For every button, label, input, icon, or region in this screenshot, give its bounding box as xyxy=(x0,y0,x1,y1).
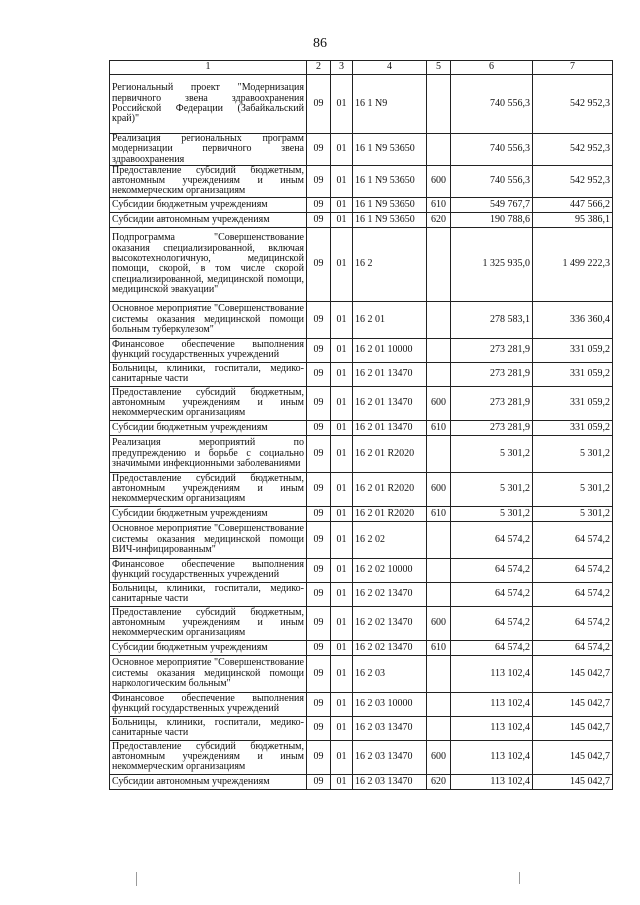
cell-subsection: 01 xyxy=(331,212,353,227)
cell-target-code: 16 2 03 13470 xyxy=(353,740,427,774)
cell-subsection: 01 xyxy=(331,716,353,740)
cell-subsection: 01 xyxy=(331,435,353,472)
cell-section: 09 xyxy=(307,165,331,197)
table-row xyxy=(110,774,613,789)
column-header-2: 2 xyxy=(307,61,331,75)
cell-target-code: 16 1 N9 xyxy=(353,75,427,134)
cell-amount-2: 145 042,7 xyxy=(533,774,613,789)
cell-target-code: 16 2 03 xyxy=(353,655,427,692)
column-header-4: 4 xyxy=(353,61,427,75)
cell-section: 09 xyxy=(307,740,331,774)
cell-target-code: 16 2 02 xyxy=(353,521,427,558)
cell-name: Основное мероприятие "Совершенствование системы оказания медицинской помощи ВИЧ-инфицированным" xyxy=(110,521,307,558)
cell-amount-1: 5 301,2 xyxy=(451,472,533,506)
cell-name: Финансовое обеспечение выполнения функций государственных учреждений xyxy=(110,338,307,362)
cell-amount-1: 278 583,1 xyxy=(451,301,533,338)
cell-section: 09 xyxy=(307,582,331,606)
cell-amount-1: 549 767,7 xyxy=(451,197,533,212)
cell-target-code: 16 2 03 10000 xyxy=(353,692,427,716)
cell-target-code: 16 2 03 13470 xyxy=(353,716,427,740)
cell-subsection: 01 xyxy=(331,774,353,789)
cell-expense-type: 600 xyxy=(427,386,451,420)
cell-target-code: 16 2 01 R2020 xyxy=(353,472,427,506)
cell-subsection: 01 xyxy=(331,386,353,420)
cell-amount-2: 336 360,4 xyxy=(533,301,613,338)
cell-expense-type: 610 xyxy=(427,197,451,212)
cell-subsection: 01 xyxy=(331,134,353,166)
cell-subsection: 01 xyxy=(331,338,353,362)
table-row xyxy=(110,75,613,134)
cell-amount-1: 64 574,2 xyxy=(451,582,533,606)
cell-subsection: 01 xyxy=(331,197,353,212)
cell-section: 09 xyxy=(307,197,331,212)
cell-target-code: 16 1 N9 53650 xyxy=(353,165,427,197)
cell-section: 09 xyxy=(307,716,331,740)
table-row xyxy=(110,521,613,558)
cell-name: Больницы, клиники, госпитали, медико-санитарные части xyxy=(110,716,307,740)
cell-subsection: 01 xyxy=(331,75,353,134)
cell-name: Предоставление субсидий бюджетным, автономным учреждениям и иным некоммерческим организациям xyxy=(110,606,307,640)
scan-mark-right xyxy=(519,872,520,884)
table-row xyxy=(110,301,613,338)
cell-amount-2: 95 386,1 xyxy=(533,212,613,227)
cell-name: Реализация региональных программ модернизации первичного звена здравоохранения xyxy=(110,134,307,166)
cell-section: 09 xyxy=(307,301,331,338)
cell-expense-type xyxy=(427,75,451,134)
cell-expense-type xyxy=(427,692,451,716)
cell-subsection: 01 xyxy=(331,640,353,655)
cell-amount-1: 190 788,6 xyxy=(451,212,533,227)
cell-expense-type xyxy=(427,521,451,558)
cell-section: 09 xyxy=(307,435,331,472)
cell-expense-type: 610 xyxy=(427,640,451,655)
cell-amount-2: 145 042,7 xyxy=(533,740,613,774)
cell-target-code: 16 1 N9 53650 xyxy=(353,197,427,212)
cell-subsection: 01 xyxy=(331,740,353,774)
column-header-1: 1 xyxy=(110,61,307,75)
cell-target-code: 16 2 02 13470 xyxy=(353,606,427,640)
header-row xyxy=(110,61,613,75)
cell-amount-2: 542 952,3 xyxy=(533,134,613,166)
cell-section: 09 xyxy=(307,521,331,558)
cell-amount-2: 1 499 222,3 xyxy=(533,227,613,301)
cell-section: 09 xyxy=(307,774,331,789)
cell-amount-1: 113 102,4 xyxy=(451,774,533,789)
cell-name: Субсидии автономным учреждениям xyxy=(110,212,307,227)
cell-section: 09 xyxy=(307,420,331,435)
cell-amount-1: 273 281,9 xyxy=(451,386,533,420)
cell-name: Больницы, клиники, госпитали, медико-санитарные части xyxy=(110,582,307,606)
scan-mark-left xyxy=(136,872,137,886)
page-number: 86 xyxy=(313,36,327,51)
cell-section: 09 xyxy=(307,606,331,640)
cell-expense-type xyxy=(427,716,451,740)
cell-name: Предоставление субсидий бюджетным, автономным учреждениям и иным некоммерческим организациям xyxy=(110,165,307,197)
cell-name: Региональный проект "Модернизация первичного звена здравоохранения Российской Федерации (Забайкальский край)" xyxy=(110,75,307,134)
cell-amount-1: 113 102,4 xyxy=(451,716,533,740)
cell-target-code: 16 1 N9 53650 xyxy=(353,134,427,166)
cell-amount-1: 64 574,2 xyxy=(451,640,533,655)
cell-section: 09 xyxy=(307,655,331,692)
cell-amount-1: 113 102,4 xyxy=(451,655,533,692)
cell-target-code: 16 2 02 13470 xyxy=(353,582,427,606)
cell-expense-type xyxy=(427,558,451,582)
cell-amount-1: 273 281,9 xyxy=(451,362,533,386)
cell-amount-1: 113 102,4 xyxy=(451,740,533,774)
cell-amount-1: 273 281,9 xyxy=(451,420,533,435)
cell-subsection: 01 xyxy=(331,506,353,521)
cell-name: Предоставление субсидий бюджетным, автономным учреждениям и иным некоммерческим организациям xyxy=(110,740,307,774)
table-row xyxy=(110,655,613,692)
cell-amount-2: 64 574,2 xyxy=(533,582,613,606)
table-row xyxy=(110,640,613,655)
cell-section: 09 xyxy=(307,227,331,301)
cell-name: Больницы, клиники, госпитали, медико-санитарные части xyxy=(110,362,307,386)
table-row xyxy=(110,740,613,774)
cell-expense-type: 610 xyxy=(427,506,451,521)
table-row xyxy=(110,472,613,506)
cell-amount-1: 5 301,2 xyxy=(451,435,533,472)
cell-section: 09 xyxy=(307,558,331,582)
cell-name: Основное мероприятие "Совершенствование системы оказания медицинской помощи наркологическим больным" xyxy=(110,655,307,692)
cell-subsection: 01 xyxy=(331,301,353,338)
cell-expense-type xyxy=(427,227,451,301)
cell-name: Финансовое обеспечение выполнения функций государственных учреждений xyxy=(110,558,307,582)
cell-expense-type: 600 xyxy=(427,165,451,197)
cell-section: 09 xyxy=(307,506,331,521)
cell-subsection: 01 xyxy=(331,692,353,716)
cell-name: Предоставление субсидий бюджетным, автономным учреждениям и иным некоммерческим организациям xyxy=(110,386,307,420)
cell-target-code: 16 2 03 13470 xyxy=(353,774,427,789)
table-row xyxy=(110,165,613,197)
cell-section: 09 xyxy=(307,692,331,716)
table-row xyxy=(110,716,613,740)
table-row xyxy=(110,435,613,472)
table-row xyxy=(110,338,613,362)
cell-amount-2: 542 952,3 xyxy=(533,165,613,197)
cell-amount-1: 740 556,3 xyxy=(451,75,533,134)
cell-section: 09 xyxy=(307,134,331,166)
cell-amount-2: 145 042,7 xyxy=(533,692,613,716)
cell-target-code: 16 2 01 R2020 xyxy=(353,506,427,521)
cell-amount-2: 64 574,2 xyxy=(533,640,613,655)
cell-amount-2: 5 301,2 xyxy=(533,435,613,472)
table-header xyxy=(110,61,613,75)
table-row xyxy=(110,197,613,212)
cell-amount-2: 64 574,2 xyxy=(533,521,613,558)
column-header-3: 3 xyxy=(331,61,353,75)
cell-name: Субсидии бюджетным учреждениям xyxy=(110,506,307,521)
cell-expense-type: 620 xyxy=(427,212,451,227)
cell-expense-type: 600 xyxy=(427,606,451,640)
cell-section: 09 xyxy=(307,212,331,227)
cell-expense-type: 610 xyxy=(427,420,451,435)
cell-target-code: 16 2 01 xyxy=(353,301,427,338)
cell-expense-type xyxy=(427,582,451,606)
cell-amount-1: 64 574,2 xyxy=(451,606,533,640)
cell-name: Реализация мероприятий по предупреждению и борьбе с социально значимыми инфекционными заболеваниями xyxy=(110,435,307,472)
cell-amount-2: 5 301,2 xyxy=(533,472,613,506)
cell-amount-2: 331 059,2 xyxy=(533,420,613,435)
cell-amount-2: 64 574,2 xyxy=(533,606,613,640)
cell-amount-2: 5 301,2 xyxy=(533,506,613,521)
table-row xyxy=(110,692,613,716)
cell-section: 09 xyxy=(307,472,331,506)
table-row xyxy=(110,506,613,521)
table-row xyxy=(110,227,613,301)
cell-amount-2: 145 042,7 xyxy=(533,716,613,740)
cell-amount-2: 331 059,2 xyxy=(533,386,613,420)
cell-amount-1: 113 102,4 xyxy=(451,692,533,716)
cell-amount-1: 273 281,9 xyxy=(451,338,533,362)
column-header-6: 6 xyxy=(451,61,533,75)
cell-expense-type xyxy=(427,362,451,386)
cell-subsection: 01 xyxy=(331,558,353,582)
cell-expense-type xyxy=(427,301,451,338)
cell-target-code: 16 2 02 13470 xyxy=(353,640,427,655)
cell-amount-1: 740 556,3 xyxy=(451,134,533,166)
cell-subsection: 01 xyxy=(331,165,353,197)
cell-name: Субсидии бюджетным учреждениям xyxy=(110,420,307,435)
column-header-5: 5 xyxy=(427,61,451,75)
cell-subsection: 01 xyxy=(331,362,353,386)
cell-target-code: 16 2 01 13470 xyxy=(353,420,427,435)
cell-amount-2: 542 952,3 xyxy=(533,75,613,134)
table-row xyxy=(110,582,613,606)
cell-subsection: 01 xyxy=(331,655,353,692)
cell-name: Основное мероприятие "Совершенствование системы оказания медицинской помощи больным туберкулезом" xyxy=(110,301,307,338)
cell-name: Субсидии автономным учреждениям xyxy=(110,774,307,789)
cell-name: Предоставление субсидий бюджетным, автономным учреждениям и иным некоммерческим организациям xyxy=(110,472,307,506)
table-row xyxy=(110,362,613,386)
cell-section: 09 xyxy=(307,338,331,362)
cell-amount-2: 64 574,2 xyxy=(533,558,613,582)
table-row xyxy=(110,212,613,227)
cell-amount-2: 447 566,2 xyxy=(533,197,613,212)
cell-amount-1: 1 325 935,0 xyxy=(451,227,533,301)
cell-name: Субсидии бюджетным учреждениям xyxy=(110,197,307,212)
cell-amount-2: 331 059,2 xyxy=(533,362,613,386)
cell-subsection: 01 xyxy=(331,606,353,640)
cell-target-code: 16 2 01 10000 xyxy=(353,338,427,362)
cell-expense-type xyxy=(427,435,451,472)
cell-target-code: 16 1 N9 53650 xyxy=(353,212,427,227)
cell-expense-type: 620 xyxy=(427,774,451,789)
cell-target-code: 16 2 xyxy=(353,227,427,301)
cell-name: Подпрограмма "Совершенствование оказания специализированной, включая высокотехнологичную, медицинской помощи, скорой, в том числе скорой специализированной, медицинской помощи, медицинской эвакуации" xyxy=(110,227,307,301)
cell-subsection: 01 xyxy=(331,420,353,435)
cell-expense-type xyxy=(427,655,451,692)
cell-subsection: 01 xyxy=(331,227,353,301)
table-row xyxy=(110,386,613,420)
cell-amount-1: 64 574,2 xyxy=(451,558,533,582)
cell-expense-type: 600 xyxy=(427,740,451,774)
table-row xyxy=(110,134,613,166)
cell-amount-1: 64 574,2 xyxy=(451,521,533,558)
cell-target-code: 16 2 02 10000 xyxy=(353,558,427,582)
cell-amount-1: 5 301,2 xyxy=(451,506,533,521)
cell-expense-type xyxy=(427,338,451,362)
cell-amount-2: 331 059,2 xyxy=(533,338,613,362)
column-header-7: 7 xyxy=(533,61,613,75)
cell-target-code: 16 2 01 R2020 xyxy=(353,435,427,472)
table-row xyxy=(110,558,613,582)
cell-expense-type xyxy=(427,134,451,166)
cell-section: 09 xyxy=(307,362,331,386)
cell-subsection: 01 xyxy=(331,582,353,606)
cell-name: Финансовое обеспечение выполнения функций государственных учреждений xyxy=(110,692,307,716)
cell-subsection: 01 xyxy=(331,472,353,506)
cell-subsection: 01 xyxy=(331,521,353,558)
cell-section: 09 xyxy=(307,75,331,134)
table-body xyxy=(110,75,613,790)
cell-amount-1: 740 556,3 xyxy=(451,165,533,197)
cell-target-code: 16 2 01 13470 xyxy=(353,362,427,386)
table-row xyxy=(110,420,613,435)
cell-section: 09 xyxy=(307,640,331,655)
cell-target-code: 16 2 01 13470 xyxy=(353,386,427,420)
cell-amount-2: 145 042,7 xyxy=(533,655,613,692)
budget-table xyxy=(109,60,613,790)
cell-expense-type: 600 xyxy=(427,472,451,506)
cell-name: Субсидии бюджетным учреждениям xyxy=(110,640,307,655)
cell-section: 09 xyxy=(307,386,331,420)
table-row xyxy=(110,606,613,640)
